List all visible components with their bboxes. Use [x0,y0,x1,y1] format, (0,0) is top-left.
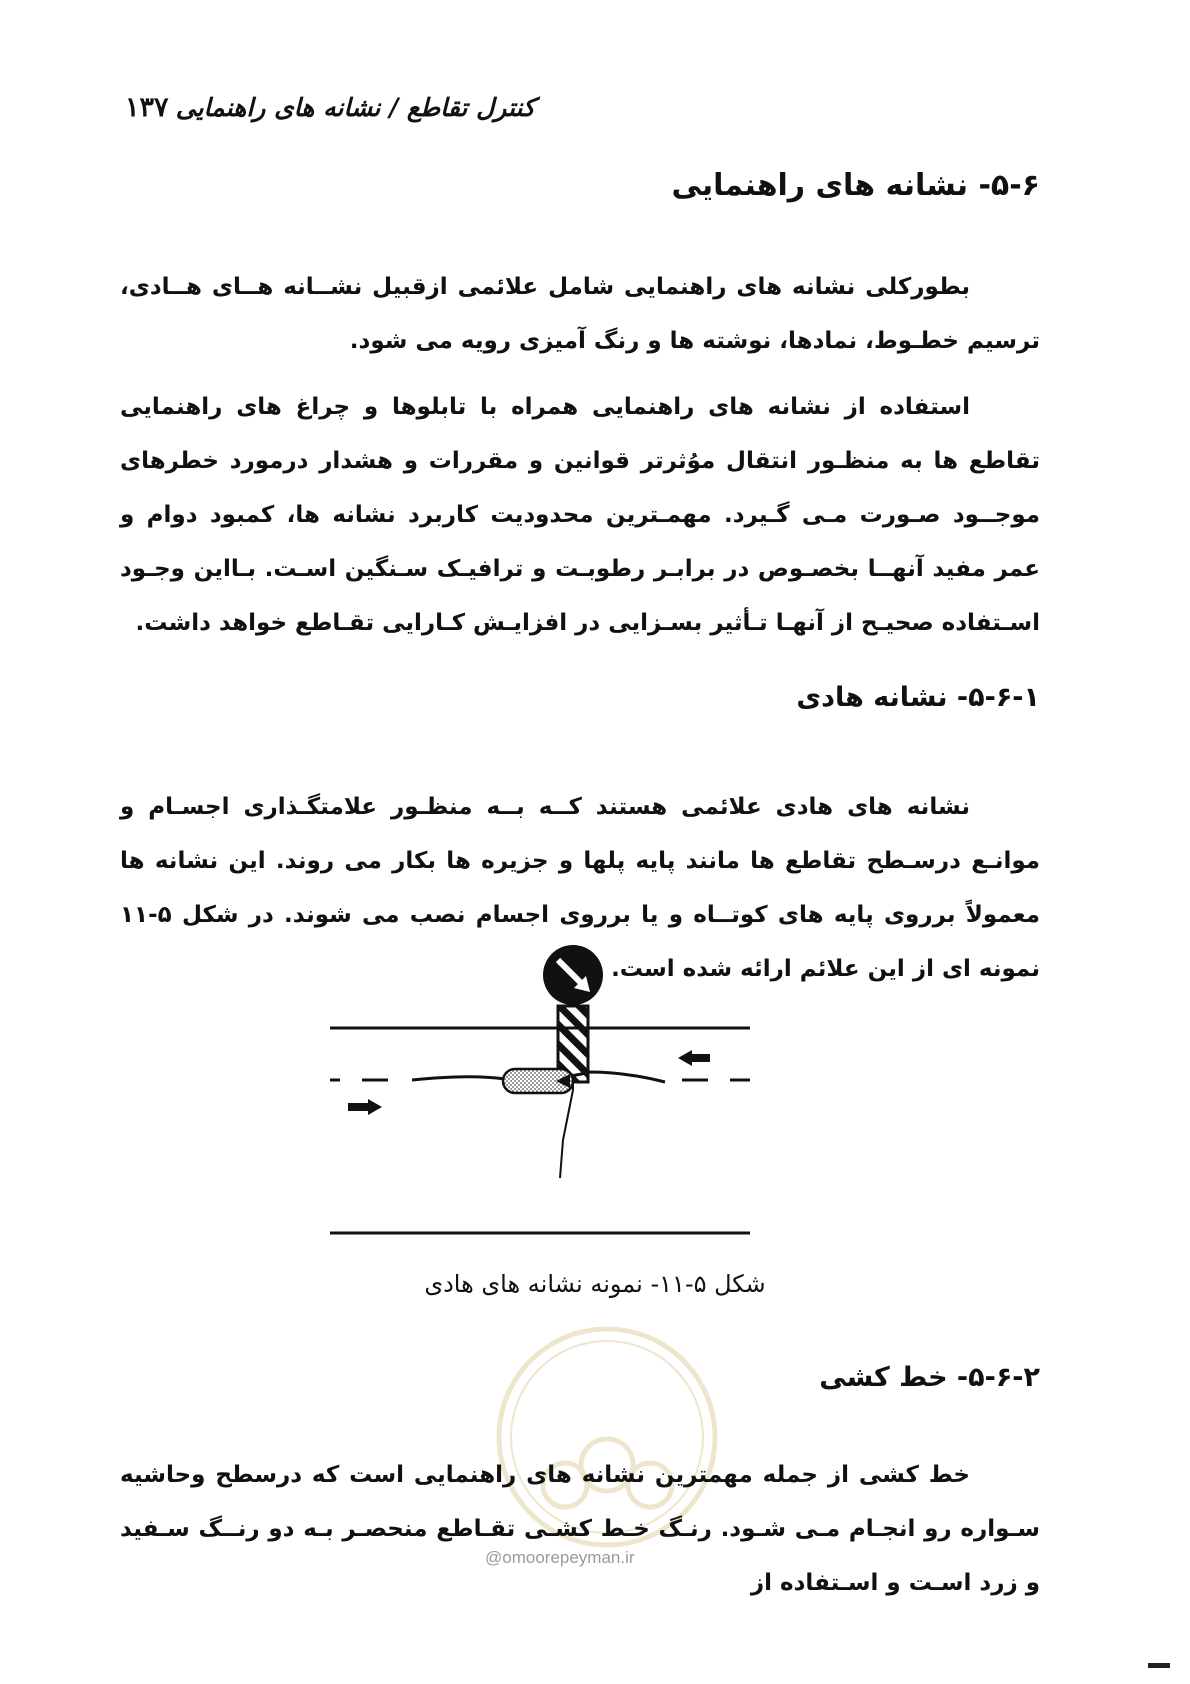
page-header [125,92,535,123]
figure-caption: شکل ۵-۱۱- نمونه نشانه های هادی [424,1270,766,1298]
leader-line-2 [560,1140,563,1178]
watermark-site: @omoorepeyman.ir [485,1548,635,1567]
paragraph-line-marking-text: خط کشی از جمله مهمترین نشانه های راهنمایی است که درسطح وحاشیه سـواره رو انجـام مـی شـود. رنـگ خـط کشـی تقـاطع منحصـر بـه دو رنــگ سـفید و زرد اسـت و اسـتفاده از [120,1462,1040,1596]
paragraph-intro-text: بطورکلی نشانه های راهنمایی شامل علائمی ازقبیل نشــانه هــای هــادی، ترسیم خطـوط، نمادها، نوشته ها و رنگ آمیزی رویه می شود. [120,274,1040,354]
page-number: ۱۳۷ [125,92,169,123]
running-title: کنترل تقاطع / نشانه های راهنمایی [175,93,535,122]
page-corner-mark [1148,1663,1170,1668]
section-heading-guidance-markings: ۵-۶- نشانه های راهنمایی [671,168,1040,203]
figure-guide-sign-diagram [330,940,820,1260]
paragraph-line-marking [120,1448,1040,1610]
paragraph-usage [120,380,1040,650]
leader-line [563,1090,573,1140]
paragraph-guide-signs-text: نشانه های هادی علائمی هستند کــه بــه منظـور علامتگـذاری اجسـام و موانـع درسـطح تقاطع ها مانند پایه پلها و جزیره ها بکار می روند. این نشانه ها معمولاً برروی پایه های کوتــاه و یا برروی اجسام نصب می شوند. در شکل ۵-۱۱ نمونه ای از این علائم ارائه شده است. [120,794,1040,982]
section-heading-guide-signs: ۵-۶-۱- نشانه هادی [796,682,1040,713]
right-arrow-icon [348,1099,382,1115]
paragraph-intro [120,260,1040,368]
paragraph-usage-text: استفاده از نشانه های راهنمایی همراه با تابلوها و چراغ های راهنمایی تقاطع ها به منظـور انتقال موُثرتر قوانین و مقررات و هشدار درمورد خطرهای موجــود صـورت مـی گـیرد. مهمـترین محدودیت کاربرد نشانه ها، کمبود دوام و عمر مفید آنهــا بخصـوص در برابـر رطوبـت و ترافیـک سـنگین اسـت. بـااین وجـود اسـتفاده صحیـح از آنهـا تـأثیر بسـزایی در افزایـش کـارایی تقـاطع خواهد داشت. [120,394,1040,636]
left-arrow-icon [678,1050,710,1066]
section-heading-line-marking: ۵-۶-۲- خط کشی [819,1362,1040,1393]
